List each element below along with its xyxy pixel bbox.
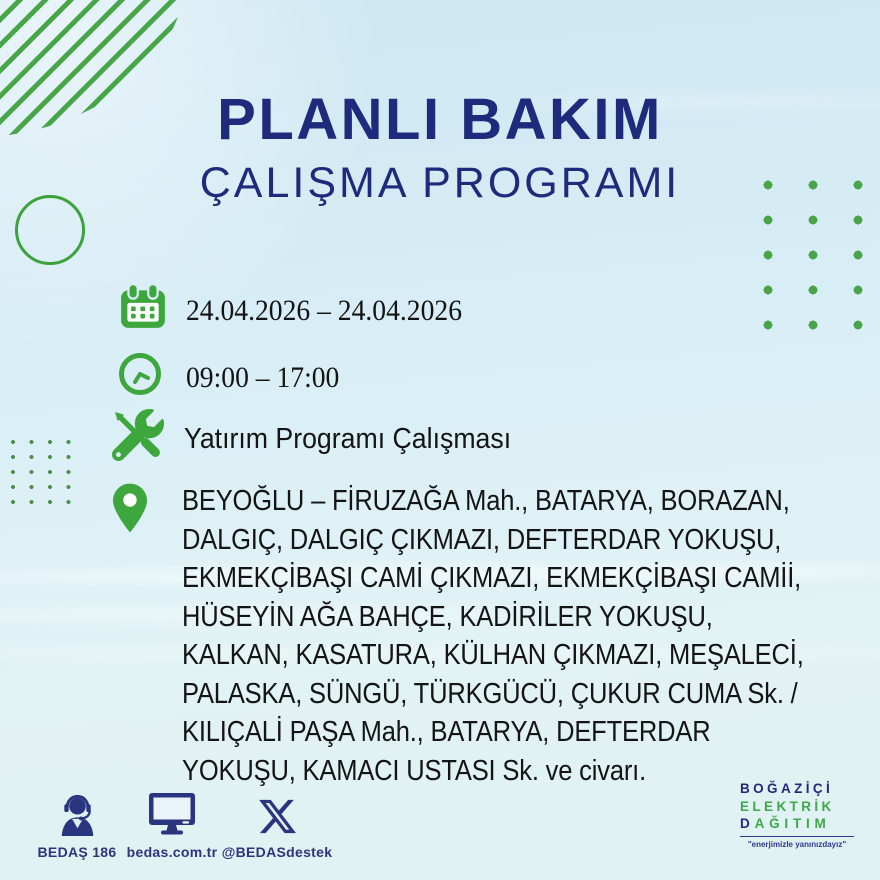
clock-icon [117,351,163,397]
calendar-icon [118,282,168,332]
phone-label: BEDAŞ 186 [37,844,117,860]
monitor-icon [148,791,196,837]
maintenance-date-range: 24.04.2026 – 24.04.2026 [186,294,462,327]
logo-tagline: "enerjimizle yanınızdayız" [740,836,854,849]
location-line: KILIÇALİ PAŞA Mah., BATARYA, DEFTERDAR [182,716,711,748]
title-line-1: PLANLI BAKIM [217,87,663,152]
location-line: YOKUŞU, KAMACI USTASI Sk. ve civarı. [182,754,646,787]
social-label: @BEDASdestek [221,844,333,860]
logo-dagitim-prefix: D [740,816,755,831]
page-title [0,88,880,207]
work-type: Yatırım Programı Çalışması [184,423,512,455]
maintenance-time-range: 09:00 – 17:00 [186,361,340,394]
location-line: HÜSEYİN AĞA BAHÇE, KADİRİLER YOKUŞU, [182,600,713,633]
location-line: KALKAN, KASATURA, KÜLHAN ÇIKMAZI, MEŞALECİ, [182,639,804,671]
contact-footer [34,788,333,860]
location-line: EKMEKÇİBAŞI CAMİ ÇIKMAZI, EKMEKÇİBAŞI CAMİİ, [182,562,802,594]
wrench-screwdriver-icon [111,409,165,461]
bedas-company-logo [740,780,854,849]
website-label: bedas.com.tr [126,844,218,860]
x-twitter-icon [257,796,298,837]
affected-locations [182,482,880,790]
logo-line-elektrik: ELEKTRİK [740,798,835,814]
social-contact [221,788,333,860]
logo-line-bogazici: BOĞAZİÇİ [740,781,834,796]
location-line: DALGIÇ, DALGIÇ ÇIKMAZI, DEFTERDAR YOKUŞU, [182,523,782,556]
location-line: PALASKA, SÜNGÜ, TÜRKGÜCÜ, ÇUKUR CUMA Sk. / [182,677,798,710]
phone-contact [34,788,120,860]
location-pin-icon [113,483,147,533]
headset-agent-icon [54,792,101,837]
website-contact [124,788,220,860]
logo-dagitim-rest: AĞITIM [754,816,831,831]
location-line: BEYOĞLU – FİRUZAĞA Mah., BATARYA, BORAZAN, [182,485,790,517]
title-line-2: ÇALIŞMA PROGRAMI [199,158,681,207]
logo-line-dagitim [740,815,854,833]
dot-grid-left-decoration [10,439,82,513]
